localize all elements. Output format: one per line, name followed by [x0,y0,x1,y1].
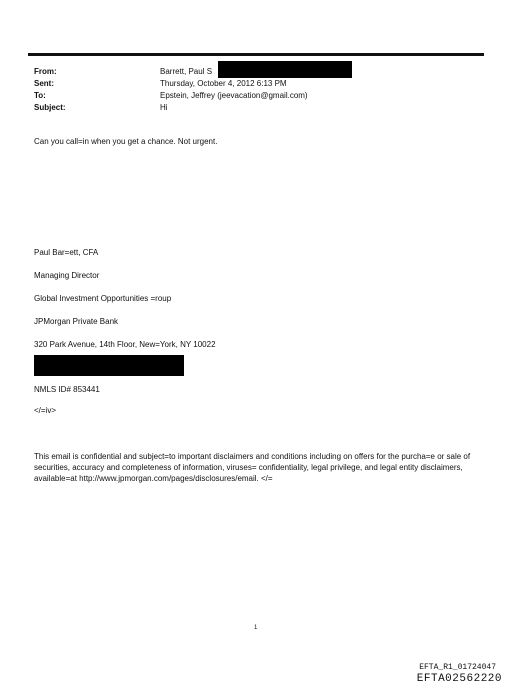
to-value: Epstein, Jeffrey (jeevacation@gmail.com) [160,91,308,100]
subject-row [34,102,308,114]
efta-id-large: EFTA02562220 [416,673,502,685]
to-row [34,90,308,102]
signature-title: Managing Director [34,271,100,280]
signature-name: Paul Bar=ett, CFA [34,248,99,257]
redaction-box [34,355,184,376]
subject-label: Subject: [34,103,66,112]
from-value: Barrett, Paul S [160,67,213,76]
nmls-id: NMLS ID# 853441 [34,385,100,394]
to-label: To: [34,91,46,100]
sent-label: Sent: [34,79,54,88]
efta-id-small: EFTA_R1_01724047 [419,663,496,672]
subject-value: Hi [160,103,168,112]
html-fragment: </=iv> [34,406,57,415]
signature-company: JPMorgan Private Bank [34,317,119,326]
sent-row [34,78,308,90]
from-label: From: [34,67,57,76]
redaction-box [218,61,352,78]
signature-group: Global Investment Opportunities =roup [34,294,172,303]
header-rule [28,53,484,56]
disclaimer-text: This email is confidential and subject=to important disclaimers and conditions including on offers for the purcha=e or sale of securities, accuracy and completeness of information, viruses= confidentiality, legal privilege, and legal entity disclaimers, available=at http://www.jpmorgan.com/pages/disclosures/email. </= [34,452,471,483]
signature-address: 320 Park Avenue, 14th Floor, New=York, NY 10022 [34,340,216,349]
message-text: Can you call=in when you get a chance. Not urgent. [34,137,218,146]
sent-value: Thursday, October 4, 2012 6:13 PM [160,79,287,88]
page-number: 1 [254,625,258,631]
